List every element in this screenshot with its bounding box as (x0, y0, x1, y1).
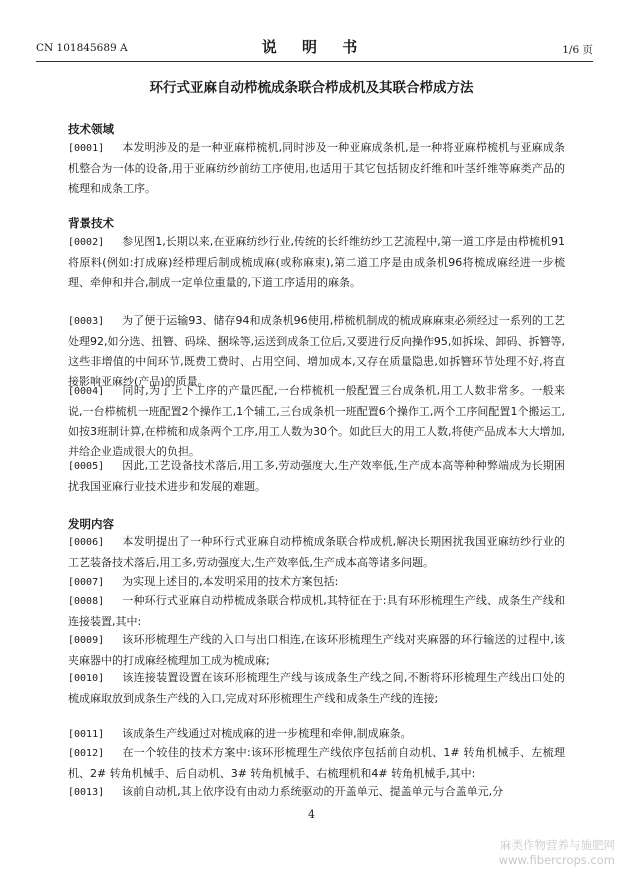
paragraph-text: 该连接装置设置在该环形梳理生产线与该成条生产线之间,不断将环形梳理生产线出口处的梳成麻取放到成条生产线的入口,完成对环形梳理生产线和成条生产线的连接; (68, 671, 565, 705)
section-heading: 背景技术 (68, 216, 114, 230)
paragraph-text: 该成条生产线通过对梳成麻的进一步梳理和牵伸,制成麻条。 (122, 727, 412, 740)
paragraph-number: [0013] (68, 787, 105, 798)
paragraph-number: [0003] (68, 316, 105, 327)
paragraph-text: 参见图1,长期以来,在亚麻纺纱行业,传统的长纤维纺纱工艺流程中,第一道工序是由栉梳机91将原料(例如:打成麻)经栉理后制成梳成麻(或称麻束),第二道工序是由成条机96将梳成麻经进一步梳理、牵伸和并合,制成一定单位重量的,下道工序适用的麻条。 (68, 235, 565, 289)
paragraph (68, 572, 565, 593)
paragraph (68, 591, 565, 632)
paragraph-number: [0002] (68, 237, 105, 248)
paragraph-number: [0011] (68, 729, 105, 740)
section-heading: 技术领域 (68, 122, 114, 136)
page-header (36, 36, 593, 60)
paragraph-text: 为了便于运输93、储存94和成条机96使用,栉梳机制成的梳成麻麻束必须经过一系列的工艺处理92,如分选、扭簪、码垛、捆垛等,运送到成条工位后,又要进行反向操作95,如拆垛、卸码、拆簪等,这些非增值的中间环节,既费工费时、占用空间、增加成本,又存在质量隐患,如拆簪环节处理不好,将直接影响亚麻纱(产品)的质量。 (68, 314, 565, 388)
paragraph-number: [0010] (68, 673, 105, 684)
paragraph (68, 630, 565, 671)
paragraph-number: [0009] (68, 635, 105, 646)
paragraph (68, 532, 565, 573)
paragraph (68, 232, 565, 293)
doc-type: 说 明 书 (261, 38, 368, 56)
paragraph (68, 138, 565, 199)
section-heading: 发明内容 (68, 517, 114, 531)
paragraph (68, 381, 565, 462)
header-rule (36, 61, 593, 62)
paragraph (68, 311, 565, 392)
paragraph-number: [0006] (68, 537, 105, 548)
paragraph-text: 为实现上述目的,本发明采用的技术方案包括: (122, 575, 339, 588)
paragraph-number: [0007] (68, 577, 105, 588)
watermark-line: 麻类作物营养与施肥网 (500, 838, 615, 852)
paragraph (68, 743, 565, 784)
paragraph-text: 本发明提出了一种环行式亚麻自动栉梳成条联合栉成机,解决长期困扰我国亚麻纺纱行业的工艺装备技术落后,用工多,劳动强度大,生产效率低,生产成本高等诸多问题。 (68, 535, 565, 569)
paragraph (68, 782, 565, 802)
paragraph-text: 因此,工艺设备技术落后,用工多,劳动强度大,生产效率低,生产成本高等种种弊端成为长期困扰我国亚麻行业技术进步和发展的难题。 (68, 459, 565, 493)
paragraph-number: [0005] (68, 461, 105, 472)
page-number: 4 (308, 808, 315, 821)
paragraph-number: [0004] (68, 386, 105, 397)
paragraph-text: 同时,为了上下工序的产量匹配,一台栉梳机一般配置三台成条机,用工人数非常多。一般来说,一台栉梳机一班配置2个操作工,1个辅工,三台成条机一班配置6个操作工,两个工序间配置1个搬运工,如按3班制计算,在栉梳和成条两个工序,用工人数为30个。如此巨大的用工人数,将使产品成本大大增加,并给企业造成很大的负担。 (68, 384, 565, 458)
paragraph-text: 一种环行式亚麻自动栉梳成条联合栉成机,其特征在于:具有环形梳理生产线、成条生产线和连接装置,其中: (68, 594, 565, 628)
watermark-line: www.fibercrops.com (498, 853, 615, 867)
document-title: 环行式亚麻自动栉梳成条联合栉成机及其联合栉成方法 (149, 80, 474, 96)
paragraph-text: 本发明涉及的是一种亚麻栉梳机,同时涉及一种亚麻成条机,是一种将亚麻栉梳机与亚麻成条机整合为一体的设备,用于亚麻纺纱前纺工序使用,也适用于其它包括韧皮纤维和叶茎纤维等麻类产品的梳理和成条工序。 (68, 141, 565, 195)
paragraph-text: 该环形梳理生产线的入口与出口相连,在该环形梳理生产线对夹麻器的环行输送的过程中,该夹麻器中的打成麻经梳理加工成为梳成麻; (68, 633, 565, 667)
paragraph-number: [0012] (68, 748, 105, 759)
paragraph-number: [0001] (68, 143, 105, 154)
paragraph (68, 668, 565, 709)
watermark (499, 838, 615, 868)
page-info: 1/6 页 (562, 44, 593, 56)
doc-number: CN 101845689 A (36, 42, 128, 54)
paragraph-text: 该前自动机,其上依序设有由动力系统驱动的开盖单元、提盖单元与合盖单元,分 (122, 785, 504, 798)
paragraph (68, 724, 565, 745)
paragraph (68, 456, 565, 497)
paragraph-number: [0008] (68, 596, 105, 607)
paragraph-text: 在一个较佳的技术方案中:该环形梳理生产线依序包括前自动机、1# 转角机械手、左梳理机、2# 转角机械手、后自动机、3# 转角机械手、右梳理机和4# 转角机械手,其中: (68, 746, 565, 780)
